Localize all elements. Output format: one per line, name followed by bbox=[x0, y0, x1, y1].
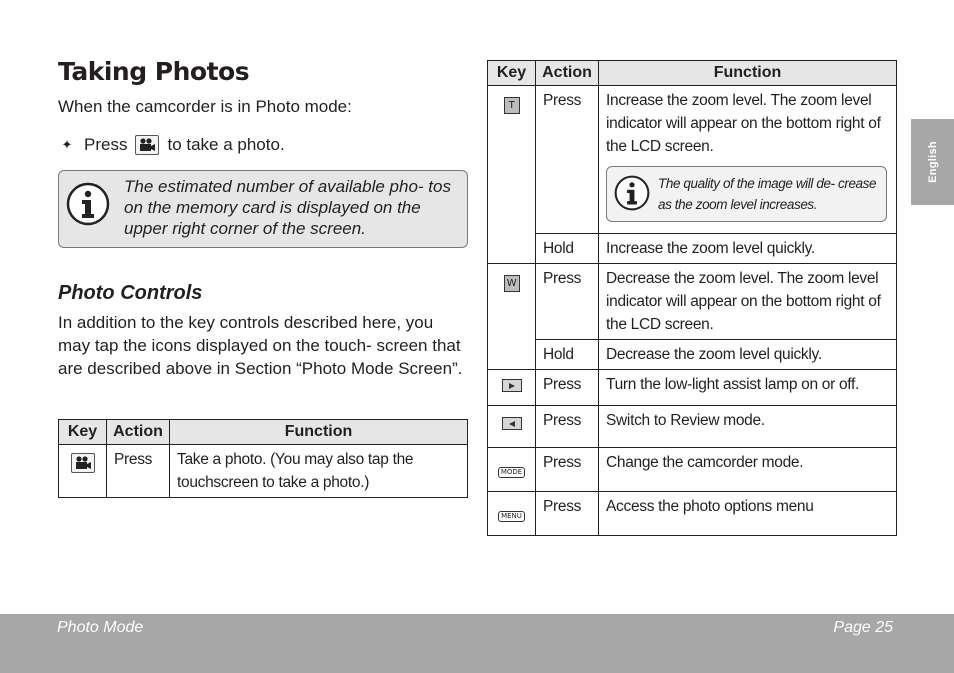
action-cell: Press bbox=[536, 406, 599, 448]
key-cell bbox=[488, 448, 536, 492]
note-text: The estimated number of available pho- tos on the memory card is displayed on the upper right corner of the screen. bbox=[124, 177, 451, 238]
star-bullet-icon: ✦ bbox=[61, 137, 73, 152]
footer-page-number: Page 25 bbox=[833, 619, 893, 636]
section-text: In addition to the key controls described here, you may tap the icons displayed on the touch- screen that are described above in Section “Photo Mode Screen”. bbox=[58, 313, 463, 378]
header-action: Action bbox=[107, 420, 170, 445]
action-cell: Press bbox=[536, 448, 599, 492]
zoom-in-key-icon: T bbox=[504, 97, 520, 114]
section-heading: Photo Controls bbox=[58, 282, 203, 304]
bullet-text-before: Press bbox=[84, 135, 128, 154]
note-text: The quality of the image will de- crease as the zoom level increases. bbox=[658, 176, 877, 212]
left-key-icon bbox=[502, 417, 522, 430]
function-cell: Turn the low-light assist lamp on or off. bbox=[599, 370, 897, 406]
table-row bbox=[488, 492, 897, 536]
table-row bbox=[488, 264, 897, 340]
action-cell: Press bbox=[536, 492, 599, 536]
camera-icon bbox=[71, 453, 95, 473]
mode-key-icon: MODE bbox=[498, 467, 525, 478]
action-cell: Press bbox=[536, 370, 599, 406]
action-cell: Press bbox=[536, 264, 599, 340]
function-cell: Switch to Review mode. bbox=[599, 406, 897, 448]
function-cell: Change the camcorder mode. bbox=[599, 448, 897, 492]
action-cell: Press bbox=[536, 86, 599, 234]
zoom-keys-table bbox=[487, 60, 897, 536]
table-row bbox=[488, 448, 897, 492]
photo-key-table bbox=[58, 419, 468, 498]
table-row bbox=[488, 406, 897, 448]
page-footer bbox=[0, 614, 954, 673]
intro-text: When the camcorder is in Photo mode: bbox=[58, 97, 352, 116]
header-key: Key bbox=[488, 61, 536, 86]
key-cell bbox=[59, 445, 107, 498]
table-row bbox=[488, 86, 897, 234]
table-row bbox=[488, 340, 897, 370]
function-cell: Decrease the zoom level quickly. bbox=[599, 340, 897, 370]
function-cell: Take a photo. (You may also tap the touchscreen to take a photo.) bbox=[170, 445, 468, 498]
table-row bbox=[59, 445, 468, 498]
bullet-item bbox=[58, 134, 468, 156]
function-cell: Increase the zoom level quickly. bbox=[599, 234, 897, 264]
action-cell: Press bbox=[107, 445, 170, 498]
info-note bbox=[58, 170, 468, 248]
info-note bbox=[606, 166, 887, 222]
function-cell bbox=[599, 86, 897, 234]
function-cell: Access the photo options menu bbox=[599, 492, 897, 536]
table-header-row bbox=[59, 420, 468, 445]
language-label: English bbox=[926, 141, 939, 183]
zoom-out-key-icon: W bbox=[504, 275, 520, 292]
header-function: Function bbox=[170, 420, 468, 445]
language-tab bbox=[911, 119, 954, 205]
footer-section: Photo Mode bbox=[57, 619, 144, 636]
header-action: Action bbox=[536, 61, 599, 86]
key-cell bbox=[488, 86, 536, 264]
action-cell: Hold bbox=[536, 234, 599, 264]
key-cell bbox=[488, 264, 536, 370]
right-key-icon bbox=[502, 379, 522, 392]
menu-key-icon: MENU bbox=[498, 511, 525, 522]
key-cell bbox=[488, 370, 536, 406]
key-cell bbox=[488, 492, 536, 536]
key-cell bbox=[488, 406, 536, 448]
info-icon bbox=[614, 175, 650, 211]
action-cell: Hold bbox=[536, 340, 599, 370]
function-cell: Decrease the zoom level. The zoom level indicator will appear on the bottom right of the LCD screen. bbox=[599, 264, 897, 340]
left-column bbox=[58, 56, 468, 380]
table-row bbox=[488, 370, 897, 406]
table-header-row bbox=[488, 61, 897, 86]
info-icon bbox=[66, 182, 110, 226]
bullet-text-after: to take a photo. bbox=[167, 135, 285, 154]
page-title: Taking Photos bbox=[58, 57, 250, 86]
header-key: Key bbox=[59, 420, 107, 445]
table-row bbox=[488, 234, 897, 264]
function-text: Increase the zoom level. The zoom level indicator will appear on the bottom right of the LCD screen. bbox=[606, 92, 881, 155]
header-function: Function bbox=[599, 61, 897, 86]
camera-icon bbox=[135, 135, 159, 155]
